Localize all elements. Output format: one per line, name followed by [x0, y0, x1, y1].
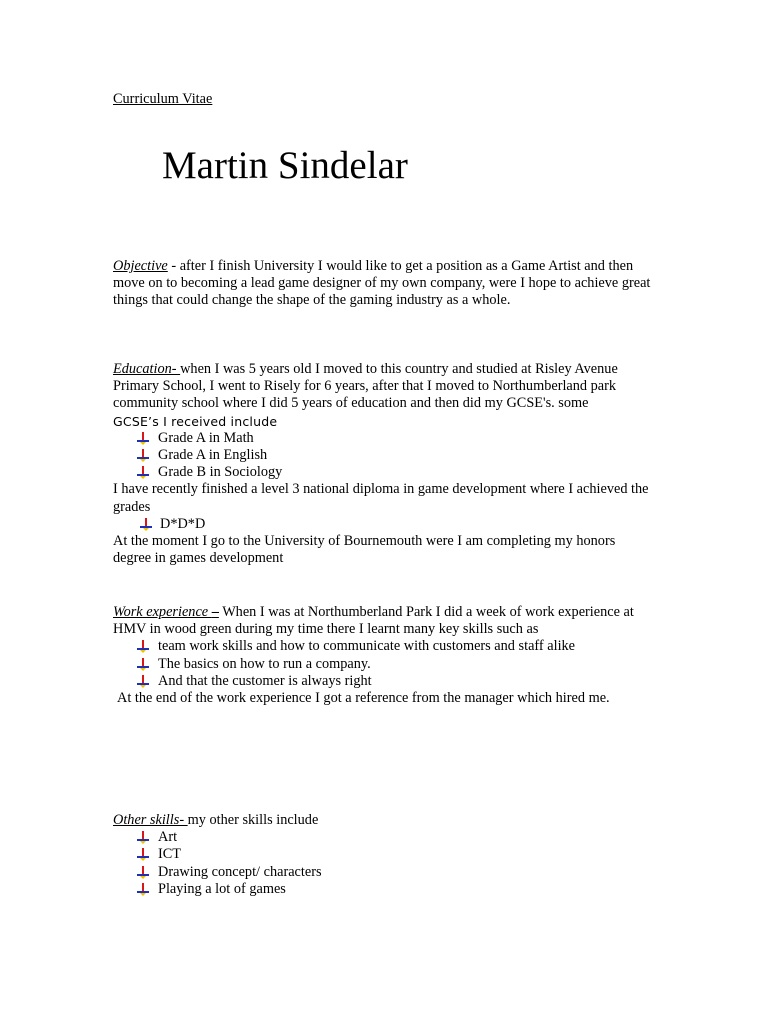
list-item: D*D*D — [137, 516, 653, 533]
work-experience-text: When I was at Northumberland Park I did a week of work experience at HMV in wood green during my time there I learnt many key skills such as — [113, 604, 634, 638]
other-skills-list — [113, 829, 653, 898]
arrow-bullet-icon — [137, 675, 149, 688]
arrow-bullet-icon — [137, 449, 149, 462]
list-item: And that the customer is always right — [137, 673, 653, 690]
arrow-bullet-icon — [137, 866, 149, 879]
education-heading: Education- — [113, 361, 181, 377]
other-skills-text: my other skills include — [187, 812, 319, 828]
education-section — [113, 361, 653, 567]
arrow-bullet-icon — [137, 658, 149, 671]
other-skills-section — [113, 812, 653, 898]
university-paragraph: At the moment I go to the University of Bournemouth were I am completing my honors degree in games development — [113, 533, 616, 567]
list-item: team work skills and how to communicate with customers and staff alike — [137, 638, 653, 655]
list-item: Drawing concept/ characters — [137, 864, 653, 881]
list-item: Grade A in Math — [137, 430, 653, 447]
arrow-bullet-icon — [137, 432, 149, 445]
education-text: when I was 5 years old I moved to this country and studied at Risley Avenue Primary School, I went to Risely for 6 years, after that I moved to Northumberland park community school where I did 5 years of education and then did my GCSE's. some — [113, 361, 618, 412]
work-experience-closing: At the end of the work experience I got a reference from the manager which hired me. — [117, 690, 610, 707]
education-gcse-intro: GCSE’s I received include — [113, 413, 278, 429]
other-skills-paragraph — [113, 812, 653, 829]
arrow-bullet-icon — [137, 848, 149, 861]
arrow-bullet-icon — [137, 640, 149, 653]
work-experience-paragraph — [113, 604, 653, 638]
doc-header: Curriculum Vitae — [113, 91, 213, 107]
objective-heading: Objective — [113, 258, 168, 274]
arrow-bullet-icon — [140, 518, 152, 531]
objective-section — [113, 258, 653, 310]
diploma-grades-list — [113, 516, 653, 533]
diploma-paragraph: I have recently finished a level 3 national diploma in game development where I achieved the grades — [113, 481, 649, 515]
arrow-bullet-icon — [137, 831, 149, 844]
list-item: Art — [137, 829, 653, 846]
objective-paragraph — [113, 258, 653, 310]
list-item: The basics on how to run a company. — [137, 656, 653, 673]
arrow-bullet-icon — [137, 883, 149, 896]
work-experience-section — [113, 604, 653, 707]
other-skills-heading: Other skills- — [113, 812, 188, 828]
objective-text: - after I finish University I would like to get a position as a Game Artist and then move on to becoming a lead game designer of my own company, were I hope to achieve great things that could change the shape of the gaming industry as a whole. — [113, 258, 651, 309]
work-experience-heading: Work experience – — [113, 604, 219, 620]
list-item: Grade A in English — [137, 447, 653, 464]
list-item: Playing a lot of games — [137, 881, 653, 898]
arrow-bullet-icon — [137, 466, 149, 479]
work-skills-list — [113, 638, 653, 690]
list-item: ICT — [137, 846, 653, 863]
education-paragraph — [113, 361, 653, 413]
gcse-grades-list — [113, 430, 653, 482]
candidate-name: Martin Sindelar — [162, 144, 408, 187]
list-item: Grade B in Sociology — [137, 464, 653, 481]
